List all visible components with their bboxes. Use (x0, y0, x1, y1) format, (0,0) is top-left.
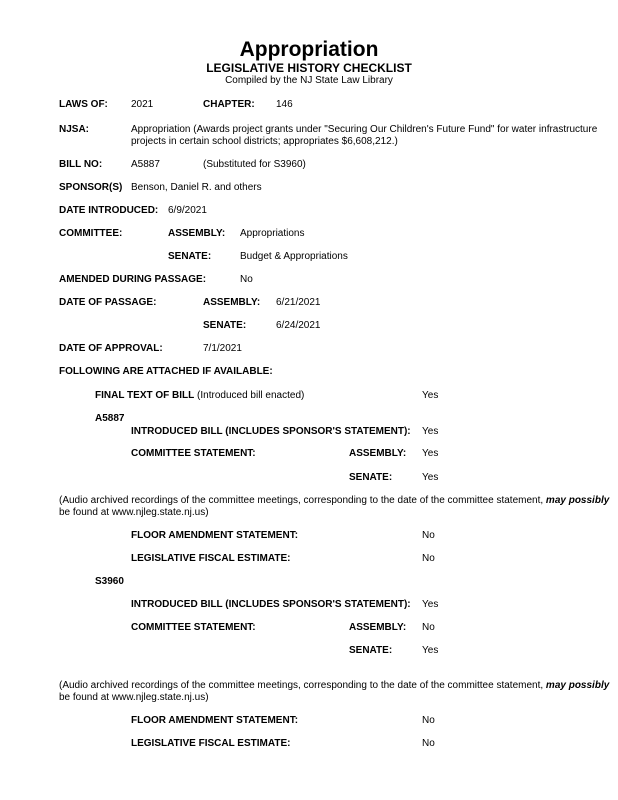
a5887-audio-note-line-1 (59, 495, 609, 507)
s3960-heading: S3960 (95, 576, 124, 587)
committee-label: COMMITTEE: (59, 228, 123, 239)
s3960-assembly-value: No (422, 622, 435, 633)
s3960-audio-emphasis: may possibly (545, 680, 610, 691)
a5887-floor-label: FLOOR AMENDMENT STATEMENT: (131, 530, 299, 541)
s3960-fiscal-label: LEGISLATIVE FISCAL ESTIMATE: (131, 738, 291, 749)
a5887-fiscal-label: LEGISLATIVE FISCAL ESTIMATE: (131, 553, 291, 564)
compiled-by: Compiled by the NJ State Law Library (225, 75, 393, 86)
a5887-floor-value: No (422, 530, 435, 541)
final-text-note: (Introduced bill enacted) (197, 390, 305, 401)
s3960-introduced-value: Yes (422, 599, 439, 610)
a5887-fiscal-value: No (422, 553, 435, 564)
s3960-floor-value: No (422, 715, 435, 726)
amended-value: No (240, 274, 253, 285)
passage-senate-label: SENATE: (203, 320, 247, 331)
approval-label: DATE OF APPROVAL: (59, 343, 163, 354)
s3960-senate-value: Yes (422, 645, 439, 656)
a5887-assembly-value: Yes (422, 448, 439, 459)
chapter-value: 146 (276, 99, 293, 110)
approval-value: 7/1/2021 (203, 343, 242, 354)
bill-substitution-note: (Substituted for S3960) (203, 159, 306, 170)
a5887-committee-label: COMMITTEE STATEMENT: (131, 448, 256, 459)
s3960-committee-label: COMMITTEE STATEMENT: (131, 622, 256, 633)
bill-no-value: A5887 (131, 159, 160, 170)
bill-no-label: BILL NO: (59, 159, 103, 170)
final-text-value: Yes (422, 390, 439, 401)
passage-label: DATE OF PASSAGE: (59, 297, 157, 308)
laws-of-label: LAWS OF: (59, 99, 108, 110)
amended-label: AMENDED DURING PASSAGE: (59, 274, 207, 285)
sponsors-value: Benson, Daniel R. and others (131, 182, 262, 193)
passage-assembly-label: ASSEMBLY: (203, 297, 261, 308)
page-subtitle: LEGISLATIVE HISTORY CHECKLIST (206, 61, 412, 75)
passage-senate-value: 6/24/2021 (276, 320, 321, 331)
s3960-assembly-label: ASSEMBLY: (349, 622, 407, 633)
passage-assembly-value: 6/21/2021 (276, 297, 321, 308)
committee-senate-value: Budget & Appropriations (240, 251, 348, 262)
njsa-line-2: projects in certain school districts; appropriates $6,608,212.) (131, 136, 398, 147)
attached-heading: FOLLOWING ARE ATTACHED IF AVAILABLE: (59, 366, 273, 377)
s3960-introduced-label: INTRODUCED BILL (INCLUDES SPONSOR'S STATEMENT): (131, 599, 411, 610)
committee-assembly-label: ASSEMBLY: (168, 228, 226, 239)
a5887-assembly-label: ASSEMBLY: (349, 448, 407, 459)
s3960-senate-label: SENATE: (349, 645, 393, 656)
a5887-introduced-value: Yes (422, 426, 439, 437)
committee-senate-label: SENATE: (168, 251, 212, 262)
a5887-heading: A5887 (95, 413, 125, 424)
sponsors-label: SPONSOR(S) (59, 182, 123, 193)
final-text-label: FINAL TEXT OF BILL (95, 390, 195, 401)
a5887-audio-emphasis: may possibly (545, 495, 610, 506)
s3960-audio-note-line-2: be found at www.njleg.state.nj.us) (59, 692, 209, 703)
a5887-introduced-label: INTRODUCED BILL (INCLUDES SPONSOR'S STATEMENT): (131, 426, 411, 437)
date-introduced-label: DATE INTRODUCED: (59, 205, 159, 216)
page-title: Appropriation (239, 38, 379, 61)
a5887-senate-value: Yes (422, 472, 439, 483)
a5887-audio-note-line-2: be found at www.njleg.state.nj.us) (59, 507, 209, 518)
committee-assembly-value: Appropriations (240, 228, 305, 239)
njsa-label: NJSA: (59, 124, 90, 135)
laws-of-value: 2021 (131, 99, 154, 110)
njsa-line-1: Appropriation (Awards project grants under "Securing Our Children's Future Fund" for water infrastructure (131, 124, 598, 135)
s3960-fiscal-value: No (422, 738, 435, 749)
date-introduced-value: 6/9/2021 (168, 205, 207, 216)
a5887-senate-label: SENATE: (349, 472, 393, 483)
chapter-label: CHAPTER: (203, 99, 255, 110)
s3960-audio-note-line-1 (59, 680, 609, 692)
s3960-audio-text: (Audio archived recordings of the committee meetings, corresponding to the date of the committee statement, (59, 680, 546, 691)
a5887-audio-text: (Audio archived recordings of the committee meetings, corresponding to the date of the committee statement, (59, 495, 546, 506)
final-text-row (95, 390, 304, 402)
s3960-floor-label: FLOOR AMENDMENT STATEMENT: (131, 715, 299, 726)
